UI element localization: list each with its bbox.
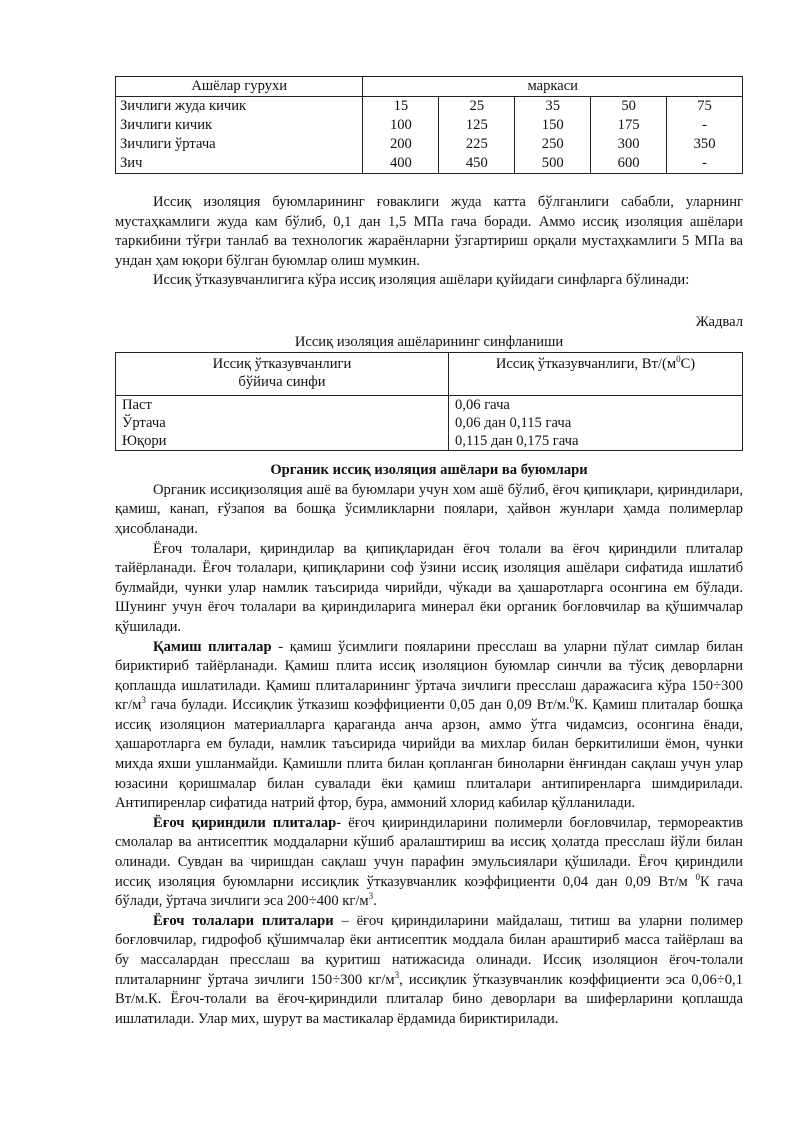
- table-cell: 125: [439, 116, 515, 135]
- table-row: [116, 116, 743, 135]
- table-header-class: Иссиқ ўтказувчанлиги бўйича синфи: [116, 353, 449, 396]
- table-cell: 250: [515, 135, 591, 154]
- document-page: [115, 76, 743, 1029]
- section-heading: Органик иссиқ изоляция ашёлари ва буюмлари: [270, 462, 588, 479]
- table-row: [116, 135, 743, 154]
- table-cell: 35: [515, 97, 591, 117]
- table-row: [116, 396, 743, 451]
- row-label: Зичлиги жуда кичик: [116, 97, 363, 117]
- paragraph-reed-plates: Қамиш плиталар - қамиш ўсимлиги пояларини пресслаш ва уларни пўлат симлар билан бириктириб тайёрланади. Қамиш плита иссиқ изоляцион буюмлар синчли ва тўсиқ деворларни қоплашда ишлатилади. Қамиш плиталарининг ўртача зичлиги пресслаш даражасига кўра 150÷300 $кг/м^3$ гача булади. Иссиқлик ўтказиш коэффициенти 0,05 дан 0,09 Вт/м.$^0$К. Қамиш плиталар бошқа иссиқ изоляцион материалларга қараганда анча арзон, аммо ўтга чидамсиз, осонгина ёнади, ҳашаротларга ем булади, намлик таъсирида чирийди ва михлар билан беркитилиши ёмон, чунки михда яхши ушланмайди. Қамишли плита билан қопланган биноларни ёнғиндан сақлаш учун улар юзасини қоришмалар билан сувалади ёки қамиш плиталари антипиренларга шимдирилади. Антипиренлар сифатида натрий фтор, бура, аммоний хлорид кабилар қўлланилади.: [115, 638, 743, 812]
- class-value: 0,06 гача: [455, 397, 510, 414]
- table-cell: 450: [439, 154, 515, 174]
- table-cell: 300: [591, 135, 667, 154]
- table-cell: 25: [439, 97, 515, 117]
- class-name: Юқори: [122, 433, 167, 450]
- table-cell: 600: [591, 154, 667, 174]
- class-name: Паст: [122, 397, 152, 414]
- row-label: Зичлиги кичик: [116, 116, 363, 135]
- class-value: 0,115 дан 0,175 гача: [455, 433, 579, 450]
- paragraph-fiberboard: Ёғоч толалари плиталари – ёғоч қириндиларини майдалаш, титиш ва уларни полимер боғловчилар, гидрофоб қўшимчалар ёки антисептик моддала билан араштириб масса тайёрлаш ва бу массалардан пресслаш ва қуритиш натижасида олинади. Иссиқ изоляцион ёғоч-толали плиталарнинг ўртача зичлиги 150÷300 $кг/м^3$, иссиқлик ўтказувчанлик коэффициенти эса 0,06÷0,1 Вт/м.К. Ёғоч-толали ва ёғоч-қириндили плиталар бино деворлари ва шиферларини қоплашда ишлатилади. Улар мих, шурут ва мастикалар ёрдамида бириктирилади.: [115, 912, 743, 1027]
- row-label: Зичлиги ўртача: [116, 135, 363, 154]
- paragraph-strength: Иссиқ изоляция буюмларининг ғоваклиги жуда катта бўлганлиги сабабли, уларнинг мустаҳкамлиги жуда кам бўлиб, 0,1 дан 1,5 МПа гача боради. Аммо иссиқ изоляция ашёлари таркибини тўғри танлаб ва технологик жараёнларни ўзгартириш орқали мустаҳкамлиги 5 МПа ва ундан ҳам юқори бўлган буюмлар олиш мумкин.: [115, 194, 743, 269]
- class-value: 0,06 дан 0,115 гача: [455, 415, 572, 432]
- table-cell: -: [667, 116, 743, 135]
- row-label: Зич: [116, 154, 363, 174]
- table-header-grades: маркаси: [363, 77, 743, 97]
- table-cell: 15: [363, 97, 439, 117]
- table-row: [116, 154, 743, 174]
- conductivity-class-table: [115, 352, 743, 451]
- table-cell: 75: [667, 97, 743, 117]
- table-cell: 350: [667, 135, 743, 154]
- table-cell: 225: [439, 135, 515, 154]
- paragraph-raw-materials: Органик иссиқизоляция ашё ва буюмлари учун хом ашё бўлиб, ёғоч қипиқлари, қириндилари, қамиш, канап, ғўзапоя ва бошқа ўсимликларни поялари, ҳайвон жунлари ҳамда полимерлар ҳисобланади.: [115, 481, 743, 537]
- table-header-conductivity: Иссиқ ўтказувчанлиги, $Вт/(м^0С)$: [449, 353, 743, 396]
- paragraph-classes-intro: Иссиқ ўтказувчанлигига кўра иссиқ изоляция ашёлари қуйидаги синфларга бўлинади:: [153, 272, 690, 289]
- table-cell: 500: [515, 154, 591, 174]
- table-title: Иссиқ изоляция ашёларининг синфланиши: [294, 333, 564, 350]
- paragraph-wood-fiber: Ёғоч толалари, қириндилар ва қипиқларидан ёғоч толали ва ёғоч қириндили плиталар тайёрланади. Ёғоч толалари, қипиқларини соф ўзини иссиқ изоляция ашёлари сифатида ишлатиб булмайди, чунки улар намлик таъсирида чирийди, чўкади ва ҳашаротларга осонгина ем бўлади. Шунинг учун ёғоч толалари ва қириндиларига минерал ёки органик боғловчилар ва қўшимчалар қўшилади.: [115, 540, 743, 635]
- table-cell: 100: [363, 116, 439, 135]
- table-row: [116, 97, 743, 117]
- table-cell: 150: [515, 116, 591, 135]
- table-header-groups: Ашёлар гурухи: [116, 77, 363, 97]
- table-cell: 200: [363, 135, 439, 154]
- class-name: Ўртача: [122, 415, 166, 432]
- table-cell: 50: [591, 97, 667, 117]
- table-cell: 175: [591, 116, 667, 135]
- paragraph-chipboard: Ёғоч қириндили плиталар- ёғоч қиириндиларини полимерли боғловчилар, термореактив смолалар ва антисептик моддаларни кўшиб аралаштириш ва иссиқ ҳолатда пресслаш йўли билан олинади. Сувдан ва чиришдан сақлаш учун парафин эмульсиялари қўшилади. Ёғоч қириндили иссиқ изоляция буюмларни иссиқлик ўтказувчанлик коэффициенти 0,04 дан 0,09 Вт/м $^0$К гача бўлади, ўртача зичлиги эса 200÷400 $кг/м^3$.: [115, 814, 744, 910]
- density-grade-table: [115, 76, 743, 174]
- table-cell: 400: [363, 154, 439, 174]
- table-cell: -: [667, 154, 743, 174]
- table-label: Жадвал: [695, 313, 743, 330]
